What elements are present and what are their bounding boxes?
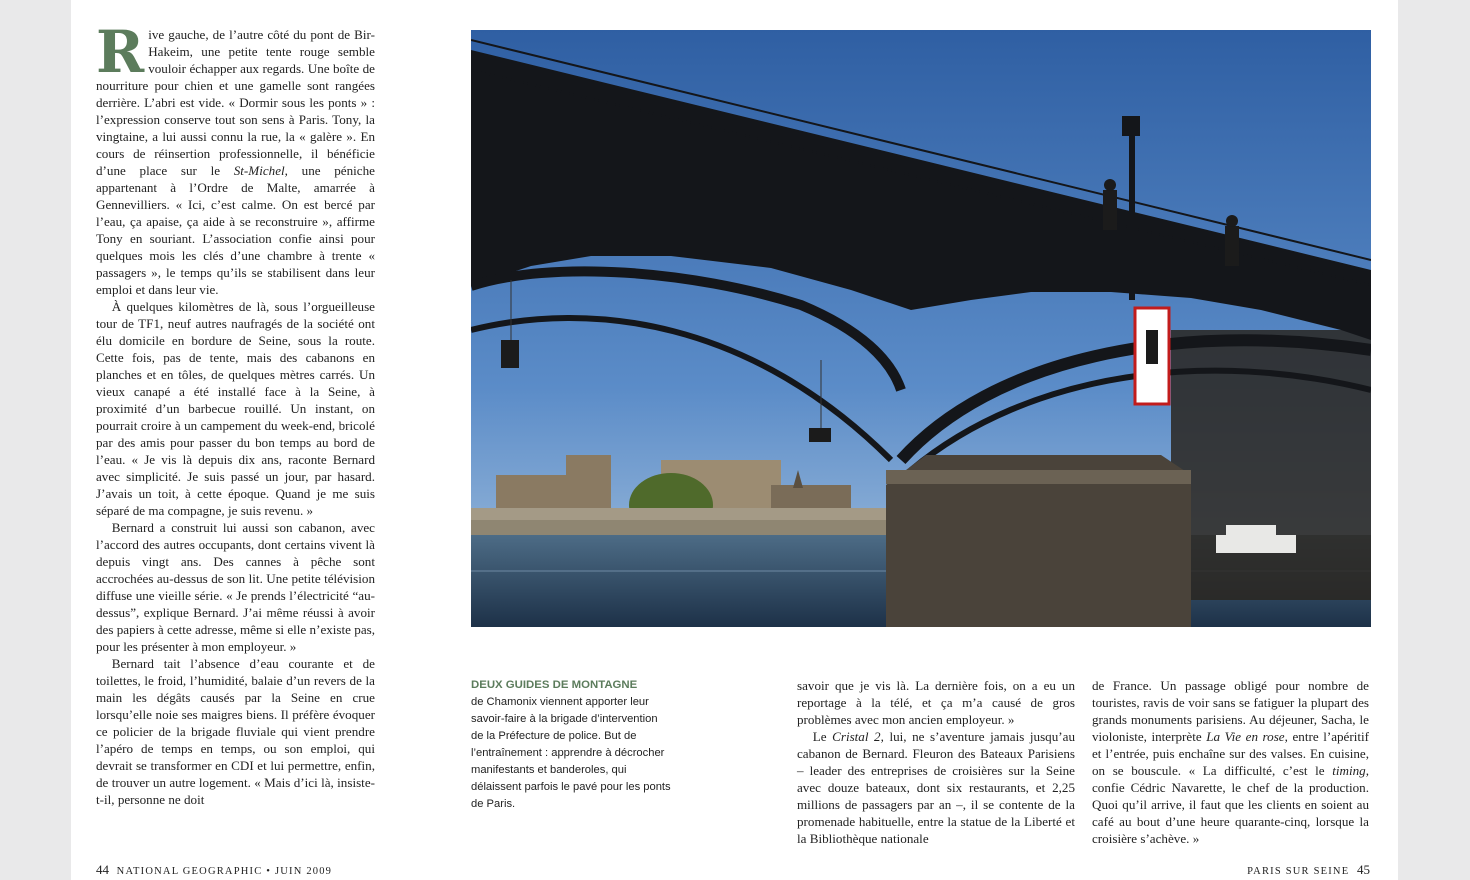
article-column-1: [96, 18, 375, 808]
paragraph: Rive gauche, de l’autre côté du pont de Bir-Hakeim, une petite tente rouge semble vouloir échapper aux regards. Une boîte de nourriture pour chien et une gamelle sont rangées derrière. L’abri est vide. « Dormir sous les ponts » : l’expression conserve tout son sens à Paris. Tony, la vingtaine, a lui aussi connu la rue, la « galère ». En cours de réinsertion professionnelle, il bénéficie d’une place sur le St-Michel, une péniche appartenant à l’Ordre de Malte, amarrée à Gennevilliers. « Ici, c’est calme. On est bercé par l’eau, ça apaise, ça aide à se reconstruire », affirme Tony en souriant. L’association confie ainsi pour quelques mois les clés d’une chambre à trente « passagers », le temps qu’ils se stabilisent dans leur emploi et dans leur vie.: [96, 18, 375, 297]
bridge-sign: [1135, 308, 1169, 404]
paragraph: Bernard a construit lui aussi son cabanon, avec l’accord des autres occupants, dont certains vivent là depuis vingt ans. Des cannes à pêche sont accrochées au-dessus de son lit. Une petite télévision diffuse une vieille série. « Je prends l’électricité “au-dessus”, explique Bernard. J’ai même réussi à avoir des papiers à cette adresse, même si elle n’existe pas, pour les présenter à mon employeur. »: [96, 520, 375, 654]
page-number: 44: [96, 862, 109, 877]
stone-pier: [886, 455, 1191, 627]
running-footer: PARIS SUR SEINE: [1247, 866, 1350, 877]
paragraph: À quelques kilomètres de là, sous l’orgueilleuse tour de TF1, neuf autres naufragés de la société ont élu domicile en bordure de Seine, sous la route. Cette fois, pas de tente, mais des cabanons en planches et en tôles, de quelques mètres carrés. Un vieux canapé a été installé face à la Seine, à proximité d’un barbecue rouillé. Un instant, on pourrait croire à un campement du week-end, bricolé par des amis pour passer du bon temps au bord de l’eau. « Je vis là depuis dix ans, raconte Bernard avec simplicité. Je suis passé un jour, par hasard. J’avais un toit, à cette époque. Quand je me suis séparé de ma compagne, je suis revenu. »: [96, 299, 375, 518]
page-number: 45: [1357, 862, 1370, 877]
folio-right: [1247, 862, 1370, 878]
paragraph: savoir que je vis là. La dernière fois, on a eu un reportage à la télé, et ça m’a causé de gros problèmes avec mon ancien employeur. »: [797, 678, 1075, 727]
drop-cap: R: [96, 18, 145, 86]
pont-neuf: [471, 508, 891, 538]
bridge-photograph: [471, 30, 1371, 627]
caption-heading: DEUX GUIDES DE MONTAGNE: [471, 679, 638, 691]
running-footer: NATIONAL GEOGRAPHIC • JUIN 2009: [116, 866, 333, 877]
paragraph: Le Cristal 2, lui, ne s’aventure jamais jusqu’au cabanon de Bernard. Fleuron des Bateaux Parisiens – leader des entreprises de croisières sur la Seine avec douze bateaux, dont six restaurants, et 2,25 millions de passagers par an –, il se contente de la promenade habituelle, entre la statue de la Liberté et la Bibliothèque nationale: [797, 729, 1075, 846]
photo-caption: [471, 677, 671, 813]
paragraph: Bernard tait l’absence d’eau courante et de toilettes, le froid, l’humidité, balaie d’un revers de la main les dégâts causés par la Seine en crue lorsqu’elle noie ses maigres biens. Il préfère évoquer ce policier de la brigade fluviale qui vient prendre l’apéro de temps en temps, ou son emploi, qui devrait se transformer en CDI et lui permettre, enfin, de trouver un autre logement. « Mais d’ici là, insiste-t-il, personne ne doit: [96, 656, 375, 807]
article-column-3: [797, 677, 1075, 847]
article-column-4: [1092, 677, 1369, 847]
paragraph: de France. Un passage obligé pour nombre de touristes, ravis de voir sans se fatiguer la plupart des grands monuments parisiens. Au déjeuner, Sacha, le violoniste, interprète La Vie en rose, entre l’apéritif et l’entrée, puis enchaîne sur des valses. En cuisine, on se bouscule. « La difficulté, c’est le timing, confie Cédric Navarette, le chef de la production. Quoi qu’il arrive, il faut que les clients en soient au café au bout d’une heure quarante-cinq, lorsque la croisière s’achève. »: [1092, 678, 1369, 846]
folio-left: [96, 862, 332, 878]
caption-body: de Chamonix viennent apporter leur savoir-faire à la brigade d’intervention de la Préfecture de police. But de l’entraînement : apprendre à décrocher manifestants et banderoles, qui délaissent parfois le pavé pour les ponts de Paris.: [471, 696, 671, 810]
